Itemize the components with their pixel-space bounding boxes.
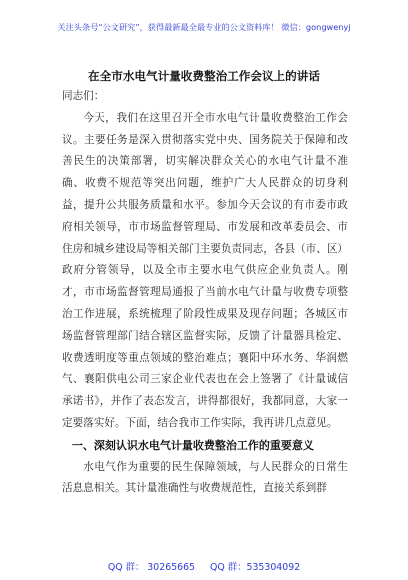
section-heading: 一、深刻认识水电气计量收费整治工作的重要意义 bbox=[71, 438, 314, 452]
greeting: 同志们： bbox=[62, 90, 105, 102]
header-notice: 关注头条号“公文研究”，获得最新最全最专业的公文资料库！ 微信：gongwenyj bbox=[57, 22, 351, 32]
section-paragraph: 水电气作为重要的民生保障领域，与人民群众的日常生活息息相关。其计量准确性与收费规范性，直接关系到群 bbox=[62, 460, 348, 495]
footer-qq-group-2: QQ 群：535304092 bbox=[210, 562, 301, 573]
footer-qq-group-1: QQ 群： 30265665 bbox=[107, 562, 196, 573]
page-title: 在全市水电气计量收费整治工作会议上的讲话 bbox=[88, 69, 320, 83]
footer-contact bbox=[0, 559, 408, 573]
document-body bbox=[62, 86, 348, 500]
paragraph: 今天，我们在这里召开全市水电气计量收费整治工作会议。主要任务是深入贯彻落实党中央、国务院关于保障和改善民生的决策部署，切实解决群众关心的水电气计量不准确、收费不规范等突出问题，维护广大人民群众的切身利益，提升公共服务质量和水平。参加今天会议的有市委市政府相关领导，市市场监督管理局、市发展和改革委员会、市住房和城乡建设局等相关部门主要负责同志，各县（市、区）政府分管领导，以及全市主要水电气供应企业负责人。刚才，市市场监督管理局通报了当前水电气计量与收费专项整治工作进展，系统梳理了阶段性成果及现存问题；各城区市场监督管理部门结合辖区监督实际，反馈了计量器具检定、收费透明度等重点领域的整治难点；襄阳中环水务、华润燃气、襄阳供电公司三家企业代表也在会上签署了《计量诚信承诺书》，并作了表态发言，讲得都很好，我都同意，大家一定要落实好。下面，结合我市工作实际，我再讲几点意见。 bbox=[62, 111, 349, 429]
